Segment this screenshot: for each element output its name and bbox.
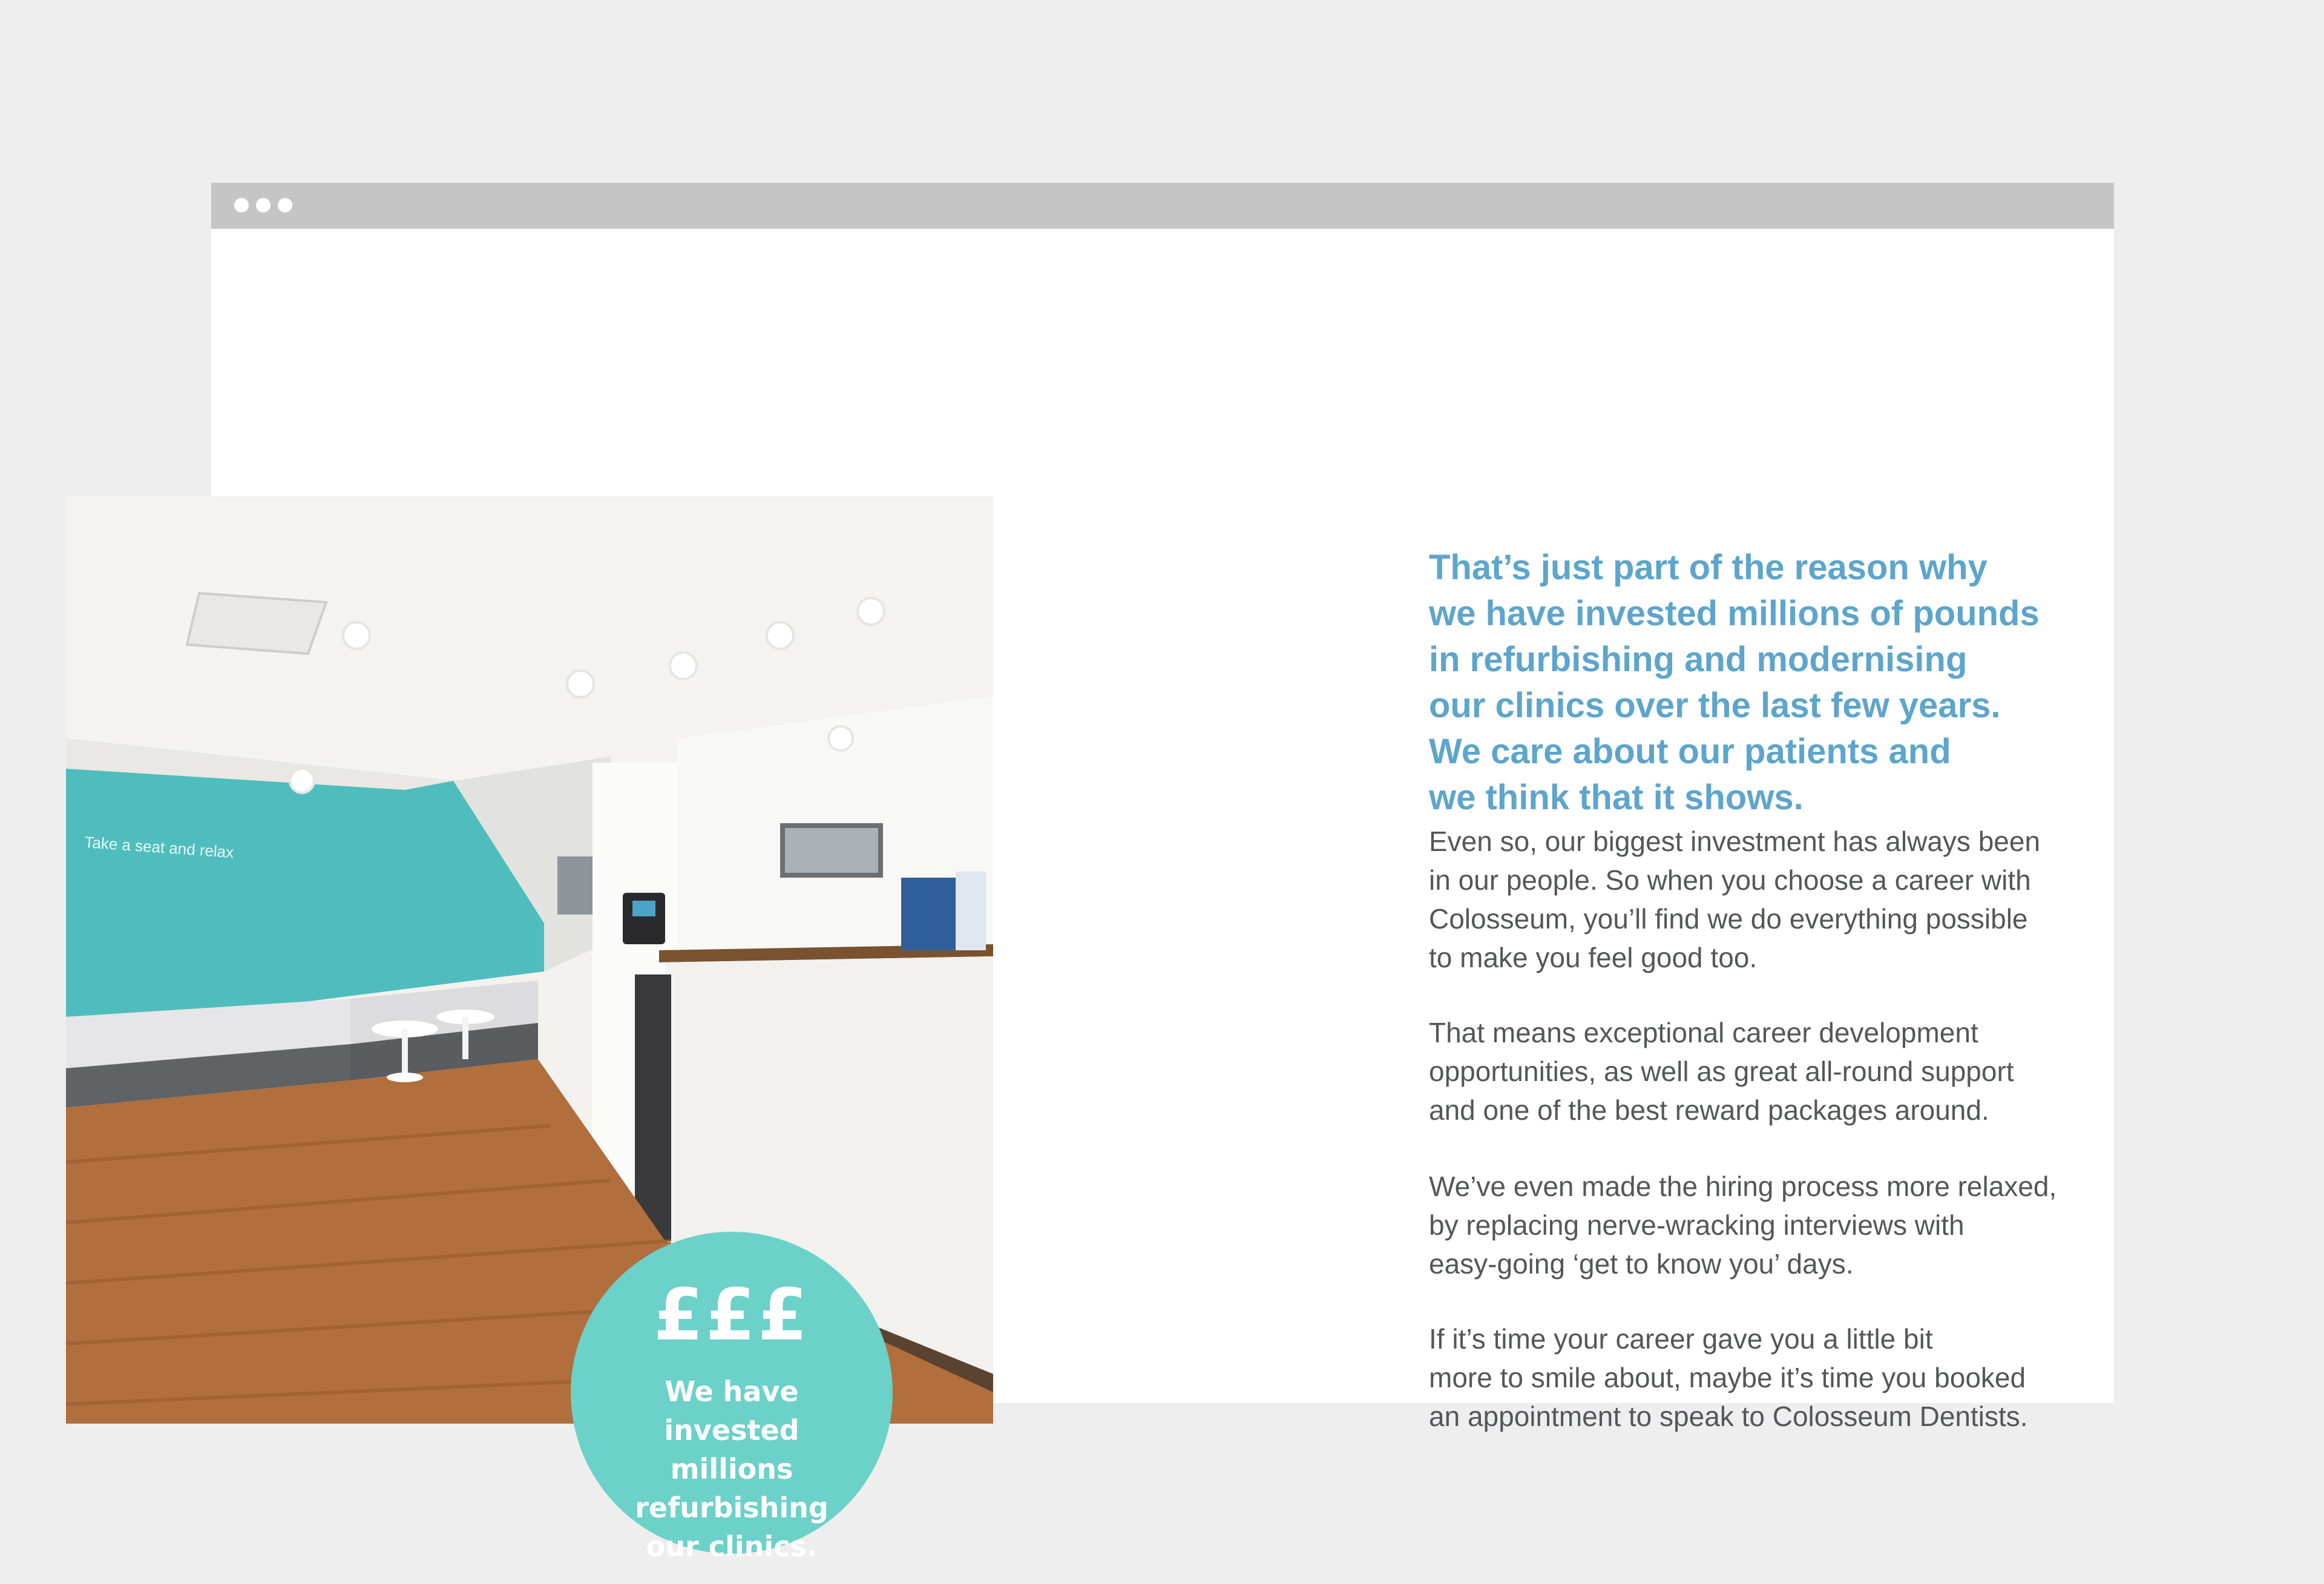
paragraph-line: Even so, our biggest investment has always been <box>1429 826 2041 857</box>
window-dot-icon[interactable] <box>234 198 249 212</box>
headline-line: We care about our patients and <box>1429 732 1951 771</box>
photo-wall-text: Take a seat and relax <box>84 833 235 862</box>
paragraph-line: to make you feel good too. <box>1429 942 1758 973</box>
badge-text <box>595 1372 868 1566</box>
page-content <box>84 229 2114 1563</box>
badge-line: millions refurbishing <box>635 1453 829 1524</box>
paragraph-line: an appointment to speak to Colosseum Dentists. <box>1429 1401 2028 1432</box>
window-dot-icon[interactable] <box>256 198 271 212</box>
body-paragraph <box>1429 1013 2143 1129</box>
window-dot-icon[interactable] <box>278 198 292 212</box>
paragraph-line: If it’s time your career gave you a little bit <box>1429 1323 1933 1355</box>
paragraph-line: easy-going ‘get to know you’ days. <box>1429 1248 1854 1280</box>
headline-line: in refurbishing and modernising <box>1429 640 1968 679</box>
paragraph-line: We’ve even made the hiring process more relaxed, <box>1429 1171 2057 1202</box>
headline-line: our clinics over the last few years. <box>1429 686 2001 725</box>
body-paragraph <box>1429 822 2143 977</box>
paragraph-line: That means exceptional career development <box>1429 1017 1978 1048</box>
paragraph-line: opportunities, as well as great all-round support <box>1429 1056 2014 1087</box>
badge-line: our clinics. <box>646 1530 818 1563</box>
headline-line: we think that it shows. <box>1429 778 1804 817</box>
headline <box>1429 545 2155 821</box>
headline-line: we have invested millions of pounds <box>1429 594 2040 633</box>
paragraph-line: in our people. So when you choose a career with <box>1429 864 2031 896</box>
paragraph-line: Colosseum, you’ll find we do everything possible <box>1429 903 2028 935</box>
paragraph-line: by replacing nerve-wracking interviews with <box>1429 1209 1965 1241</box>
body-paragraph <box>1429 1167 2143 1283</box>
browser-window <box>84 183 2114 1563</box>
investment-badge <box>571 1232 893 1563</box>
badge-symbol: £££ <box>653 1273 810 1356</box>
paragraph-line: more to smile about, maybe it’s time you booked <box>1429 1362 2026 1393</box>
body-paragraph <box>1429 1319 2143 1436</box>
badge-line: We have invested <box>664 1375 799 1447</box>
headline-line: That’s just part of the reason why <box>1429 548 1988 587</box>
paragraph-line: and one of the best reward packages around. <box>1429 1094 1989 1126</box>
window-titlebar <box>211 183 2114 229</box>
